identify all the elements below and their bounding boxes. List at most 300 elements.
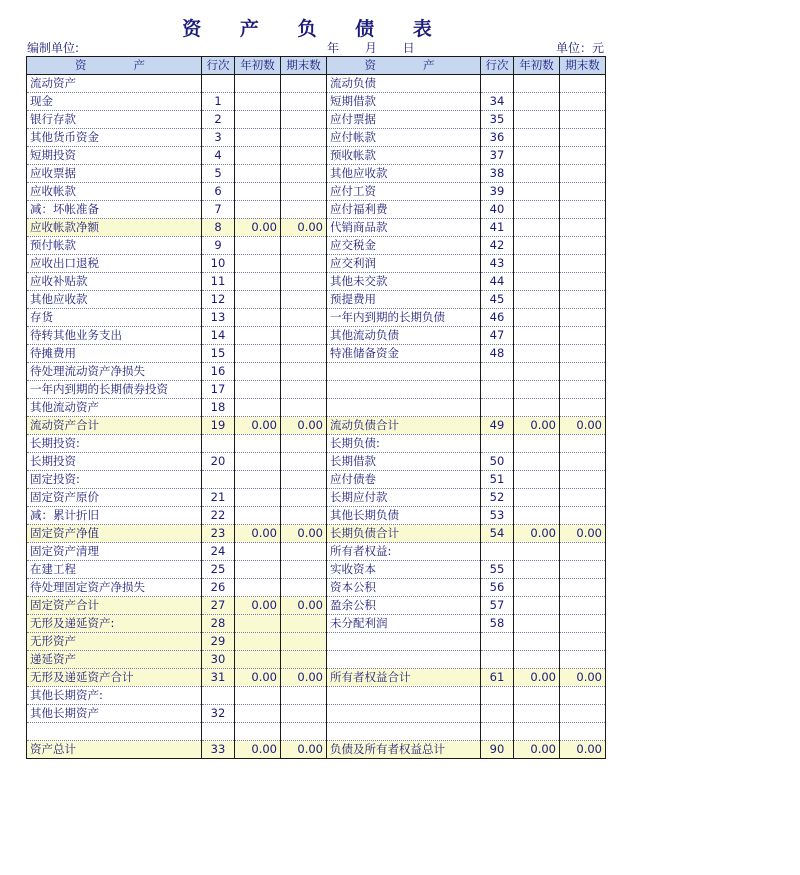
table-row <box>27 93 606 111</box>
left-beginning-amount <box>235 507 281 525</box>
right-line-no: 55 <box>481 561 514 579</box>
compiling-unit-label: 编制单位: <box>27 41 80 55</box>
left-line-no: 3 <box>202 129 235 147</box>
left-beginning-amount <box>235 183 281 201</box>
left-ending-amount: 0.00 <box>281 417 327 435</box>
left-beginning-amount <box>235 687 281 705</box>
right-item-name: 其他长期负债 <box>327 507 481 525</box>
right-beginning-amount <box>514 543 560 561</box>
right-item-name: 长期负债: <box>327 435 481 453</box>
left-beginning-amount <box>235 237 281 255</box>
right-beginning-amount <box>514 273 560 291</box>
left-item-name: 其他应收款 <box>27 291 202 309</box>
left-item-name: 固定资产净值 <box>27 525 202 543</box>
table-row <box>27 381 606 399</box>
left-item-name <box>27 723 202 741</box>
table-row <box>27 471 606 489</box>
table-row <box>27 273 606 291</box>
right-beginning-amount <box>514 183 560 201</box>
table-row <box>27 615 606 633</box>
left-line-no <box>202 723 235 741</box>
left-beginning-amount <box>235 633 281 651</box>
left-beginning-amount <box>235 381 281 399</box>
right-item-name: 预收帐款 <box>327 147 481 165</box>
right-ending-amount <box>560 165 606 183</box>
left-item-name: 应收票据 <box>27 165 202 183</box>
left-line-no: 5 <box>202 165 235 183</box>
left-item-name: 待处理流动资产净损失 <box>27 363 202 381</box>
right-ending-amount <box>560 129 606 147</box>
right-beginning-amount <box>514 309 560 327</box>
right-line-no: 45 <box>481 291 514 309</box>
left-ending-amount: 0.00 <box>281 669 327 687</box>
right-line-no <box>481 543 514 561</box>
right-line-no: 51 <box>481 471 514 489</box>
right-line-no: 58 <box>481 615 514 633</box>
right-ending-amount <box>560 291 606 309</box>
table-row <box>27 327 606 345</box>
col-header-ending: 期末数 <box>281 57 327 75</box>
right-item-name <box>327 723 481 741</box>
left-beginning-amount <box>235 129 281 147</box>
right-item-name <box>327 633 481 651</box>
left-ending-amount <box>281 453 327 471</box>
left-line-no: 4 <box>202 147 235 165</box>
table-row <box>27 489 606 507</box>
left-ending-amount <box>281 507 327 525</box>
left-beginning-amount: 0.00 <box>235 669 281 687</box>
right-ending-amount <box>560 327 606 345</box>
left-ending-amount <box>281 651 327 669</box>
right-beginning-amount <box>514 255 560 273</box>
left-ending-amount <box>281 615 327 633</box>
left-beginning-amount <box>235 435 281 453</box>
left-ending-amount: 0.00 <box>281 219 327 237</box>
left-item-name: 递延资产 <box>27 651 202 669</box>
right-ending-amount <box>560 273 606 291</box>
right-item-name: 应付工资 <box>327 183 481 201</box>
table-row <box>27 309 606 327</box>
table-row <box>27 147 606 165</box>
right-beginning-amount <box>514 111 560 129</box>
left-ending-amount <box>281 579 327 597</box>
left-line-no: 2 <box>202 111 235 129</box>
right-beginning-amount <box>514 615 560 633</box>
left-beginning-amount: 0.00 <box>235 741 281 759</box>
table-row <box>27 417 606 435</box>
left-line-no: 9 <box>202 237 235 255</box>
left-ending-amount <box>281 75 327 93</box>
table-row <box>27 669 606 687</box>
left-ending-amount <box>281 381 327 399</box>
col-header-line-no: 行次 <box>202 57 235 75</box>
left-line-no <box>202 435 235 453</box>
balance-sheet-table <box>26 56 606 759</box>
right-beginning-amount <box>514 381 560 399</box>
left-ending-amount <box>281 345 327 363</box>
left-item-name: 减：累计折旧 <box>27 507 202 525</box>
right-ending-amount <box>560 93 606 111</box>
left-beginning-amount <box>235 75 281 93</box>
table-row <box>27 435 606 453</box>
left-ending-amount <box>281 291 327 309</box>
right-line-no: 36 <box>481 129 514 147</box>
left-line-no: 10 <box>202 255 235 273</box>
right-beginning-amount <box>514 219 560 237</box>
left-beginning-amount <box>235 399 281 417</box>
right-item-name: 特准储备资金 <box>327 345 481 363</box>
right-beginning-amount <box>514 561 560 579</box>
right-ending-amount <box>560 705 606 723</box>
right-ending-amount: 0.00 <box>560 417 606 435</box>
left-beginning-amount: 0.00 <box>235 219 281 237</box>
right-ending-amount <box>560 561 606 579</box>
left-line-no: 11 <box>202 273 235 291</box>
col-header-ending-right: 期末数 <box>560 57 606 75</box>
left-ending-amount: 0.00 <box>281 525 327 543</box>
right-ending-amount <box>560 597 606 615</box>
left-beginning-amount <box>235 111 281 129</box>
right-item-name: 所有者权益合计 <box>327 669 481 687</box>
table-row <box>27 129 606 147</box>
right-item-name: 应付债卷 <box>327 471 481 489</box>
right-item-name <box>327 399 481 417</box>
left-ending-amount <box>281 201 327 219</box>
col-header-assets: 资 产 <box>27 57 202 75</box>
left-item-name: 无形资产 <box>27 633 202 651</box>
right-item-name: 其他未交款 <box>327 273 481 291</box>
right-beginning-amount <box>514 471 560 489</box>
left-ending-amount <box>281 543 327 561</box>
right-beginning-amount <box>514 435 560 453</box>
right-item-name <box>327 687 481 705</box>
left-item-name: 应收帐款 <box>27 183 202 201</box>
right-ending-amount <box>560 219 606 237</box>
right-item-name: 代销商品款 <box>327 219 481 237</box>
left-beginning-amount: 0.00 <box>235 525 281 543</box>
left-ending-amount <box>281 273 327 291</box>
left-ending-amount <box>281 129 327 147</box>
left-ending-amount <box>281 633 327 651</box>
right-ending-amount <box>560 111 606 129</box>
right-beginning-amount <box>514 147 560 165</box>
right-beginning-amount <box>514 453 560 471</box>
table-row <box>27 75 606 93</box>
table-row <box>27 723 606 741</box>
right-item-name: 流动负债合计 <box>327 417 481 435</box>
left-ending-amount <box>281 363 327 381</box>
left-item-name: 应收帐款净额 <box>27 219 202 237</box>
right-item-name: 应付福利费 <box>327 201 481 219</box>
left-item-name: 长期投资: <box>27 435 202 453</box>
right-line-no <box>481 651 514 669</box>
right-line-no <box>481 435 514 453</box>
right-ending-amount <box>560 237 606 255</box>
left-ending-amount: 0.00 <box>281 741 327 759</box>
table-row <box>27 705 606 723</box>
left-beginning-amount <box>235 327 281 345</box>
left-ending-amount <box>281 435 327 453</box>
left-line-no: 29 <box>202 633 235 651</box>
right-item-name: 其他应收款 <box>327 165 481 183</box>
right-line-no <box>481 705 514 723</box>
right-ending-amount <box>560 201 606 219</box>
right-line-no: 56 <box>481 579 514 597</box>
left-item-name: 固定资产合计 <box>27 597 202 615</box>
left-beginning-amount <box>235 291 281 309</box>
left-beginning-amount <box>235 579 281 597</box>
right-ending-amount <box>560 615 606 633</box>
left-beginning-amount <box>235 345 281 363</box>
right-item-name: 流动负债 <box>327 75 481 93</box>
left-ending-amount <box>281 93 327 111</box>
left-beginning-amount <box>235 705 281 723</box>
right-line-no: 61 <box>481 669 514 687</box>
right-line-no <box>481 75 514 93</box>
right-line-no: 52 <box>481 489 514 507</box>
right-ending-amount <box>560 507 606 525</box>
right-line-no <box>481 687 514 705</box>
right-line-no: 47 <box>481 327 514 345</box>
right-ending-amount <box>560 381 606 399</box>
left-beginning-amount <box>235 273 281 291</box>
left-ending-amount <box>281 309 327 327</box>
table-row <box>27 741 606 759</box>
left-beginning-amount <box>235 543 281 561</box>
right-ending-amount <box>560 723 606 741</box>
right-ending-amount <box>560 687 606 705</box>
right-beginning-amount <box>514 705 560 723</box>
left-item-name: 待处理固定资产净损失 <box>27 579 202 597</box>
right-beginning-amount <box>514 723 560 741</box>
right-ending-amount <box>560 399 606 417</box>
right-ending-amount <box>560 363 606 381</box>
left-ending-amount <box>281 723 327 741</box>
right-beginning-amount <box>514 129 560 147</box>
left-item-name: 无形及递延资产合计 <box>27 669 202 687</box>
right-item-name <box>327 381 481 399</box>
right-item-name: 其他流动负债 <box>327 327 481 345</box>
left-beginning-amount <box>235 201 281 219</box>
right-line-no: 48 <box>481 345 514 363</box>
right-line-no: 43 <box>481 255 514 273</box>
left-ending-amount <box>281 561 327 579</box>
right-item-name: 所有者权益: <box>327 543 481 561</box>
right-item-name: 短期借款 <box>327 93 481 111</box>
left-item-name: 减：坏帐准备 <box>27 201 202 219</box>
right-beginning-amount <box>514 75 560 93</box>
left-line-no <box>202 471 235 489</box>
right-line-no <box>481 399 514 417</box>
left-ending-amount <box>281 165 327 183</box>
left-line-no: 17 <box>202 381 235 399</box>
right-item-name: 负债及所有者权益总计 <box>327 741 481 759</box>
table-row <box>27 687 606 705</box>
table-row <box>27 633 606 651</box>
right-item-name: 实收资本 <box>327 561 481 579</box>
left-beginning-amount: 0.00 <box>235 597 281 615</box>
table-row <box>27 561 606 579</box>
right-ending-amount <box>560 309 606 327</box>
right-line-no: 49 <box>481 417 514 435</box>
right-line-no: 35 <box>481 111 514 129</box>
right-ending-amount <box>560 471 606 489</box>
left-line-no <box>202 75 235 93</box>
right-item-name: 未分配利润 <box>327 615 481 633</box>
left-beginning-amount <box>235 489 281 507</box>
left-item-name: 流动资产合计 <box>27 417 202 435</box>
right-line-no: 90 <box>481 741 514 759</box>
right-beginning-amount: 0.00 <box>514 525 560 543</box>
table-row <box>27 183 606 201</box>
left-item-name: 固定资产原价 <box>27 489 202 507</box>
right-ending-amount <box>560 651 606 669</box>
right-beginning-amount <box>514 633 560 651</box>
currency-unit-label: 单位：元 <box>556 41 605 55</box>
table-row <box>27 507 606 525</box>
right-beginning-amount <box>514 345 560 363</box>
right-item-name <box>327 651 481 669</box>
right-line-no: 42 <box>481 237 514 255</box>
left-item-name: 其他长期资产: <box>27 687 202 705</box>
left-ending-amount: 0.00 <box>281 597 327 615</box>
table-row <box>27 219 606 237</box>
table-row <box>27 543 606 561</box>
left-line-no: 6 <box>202 183 235 201</box>
left-ending-amount <box>281 255 327 273</box>
left-beginning-amount <box>235 615 281 633</box>
right-line-no: 41 <box>481 219 514 237</box>
left-beginning-amount <box>235 471 281 489</box>
left-beginning-amount <box>235 363 281 381</box>
right-line-no: 44 <box>481 273 514 291</box>
date-label: 年 月 日 <box>327 41 415 55</box>
left-item-name: 长期投资 <box>27 453 202 471</box>
left-ending-amount <box>281 687 327 705</box>
right-ending-amount: 0.00 <box>560 741 606 759</box>
left-line-no: 7 <box>202 201 235 219</box>
left-item-name: 资产总计 <box>27 741 202 759</box>
left-line-no: 24 <box>202 543 235 561</box>
col-header-line-no-right: 行次 <box>481 57 514 75</box>
right-line-no: 37 <box>481 147 514 165</box>
right-ending-amount <box>560 183 606 201</box>
left-line-no: 16 <box>202 363 235 381</box>
left-line-no: 33 <box>202 741 235 759</box>
col-header-beginning-right: 年初数 <box>514 57 560 75</box>
left-line-no: 21 <box>202 489 235 507</box>
left-item-name: 其他货币资金 <box>27 129 202 147</box>
right-item-name: 资本公积 <box>327 579 481 597</box>
right-ending-amount <box>560 345 606 363</box>
right-beginning-amount <box>514 165 560 183</box>
right-beginning-amount: 0.00 <box>514 669 560 687</box>
left-item-name: 待转其他业务支出 <box>27 327 202 345</box>
right-line-no: 54 <box>481 525 514 543</box>
right-item-name: 长期借款 <box>327 453 481 471</box>
table-row <box>27 399 606 417</box>
right-beginning-amount: 0.00 <box>514 741 560 759</box>
left-line-no: 25 <box>202 561 235 579</box>
left-item-name: 待摊费用 <box>27 345 202 363</box>
left-line-no: 8 <box>202 219 235 237</box>
right-beginning-amount <box>514 489 560 507</box>
left-ending-amount <box>281 183 327 201</box>
left-line-no: 23 <box>202 525 235 543</box>
right-beginning-amount <box>514 327 560 345</box>
right-beginning-amount: 0.00 <box>514 417 560 435</box>
right-item-name: 应付票据 <box>327 111 481 129</box>
right-beginning-amount <box>514 93 560 111</box>
left-beginning-amount <box>235 561 281 579</box>
right-beginning-amount <box>514 363 560 381</box>
left-ending-amount <box>281 399 327 417</box>
left-line-no: 27 <box>202 597 235 615</box>
left-ending-amount <box>281 489 327 507</box>
left-beginning-amount <box>235 723 281 741</box>
left-ending-amount <box>281 147 327 165</box>
table-row <box>27 525 606 543</box>
left-item-name: 其他长期资产 <box>27 705 202 723</box>
table-row <box>27 165 606 183</box>
right-line-no <box>481 633 514 651</box>
table-row <box>27 255 606 273</box>
left-ending-amount <box>281 327 327 345</box>
right-item-name: 应交利润 <box>327 255 481 273</box>
left-item-name: 预付帐款 <box>27 237 202 255</box>
left-ending-amount <box>281 111 327 129</box>
right-ending-amount <box>560 633 606 651</box>
left-line-no: 20 <box>202 453 235 471</box>
right-item-name <box>327 705 481 723</box>
left-item-name: 现金 <box>27 93 202 111</box>
left-beginning-amount <box>235 255 281 273</box>
right-item-name: 长期应付款 <box>327 489 481 507</box>
left-line-no: 1 <box>202 93 235 111</box>
right-beginning-amount <box>514 651 560 669</box>
left-beginning-amount <box>235 147 281 165</box>
left-line-no: 26 <box>202 579 235 597</box>
left-line-no: 19 <box>202 417 235 435</box>
right-item-name: 预提费用 <box>327 291 481 309</box>
page-title: 资 产 负 债 表 <box>182 18 448 40</box>
table-header-row <box>27 57 606 75</box>
right-beginning-amount <box>514 399 560 417</box>
left-item-name: 固定资产清理 <box>27 543 202 561</box>
left-line-no: 13 <box>202 309 235 327</box>
right-item-name: 盈余公积 <box>327 597 481 615</box>
left-item-name: 固定投资: <box>27 471 202 489</box>
table-row <box>27 453 606 471</box>
left-item-name: 存货 <box>27 309 202 327</box>
left-item-name: 银行存款 <box>27 111 202 129</box>
left-ending-amount <box>281 705 327 723</box>
left-item-name: 应收出口退税 <box>27 255 202 273</box>
right-beginning-amount <box>514 597 560 615</box>
left-line-no <box>202 687 235 705</box>
left-ending-amount <box>281 471 327 489</box>
table-row <box>27 345 606 363</box>
right-beginning-amount <box>514 291 560 309</box>
right-item-name: 应交税金 <box>327 237 481 255</box>
col-header-beginning: 年初数 <box>235 57 281 75</box>
left-item-name: 其他流动资产 <box>27 399 202 417</box>
col-header-liabilities: 资 产 <box>327 57 481 75</box>
table-row <box>27 651 606 669</box>
right-line-no <box>481 381 514 399</box>
left-beginning-amount <box>235 453 281 471</box>
table-row <box>27 579 606 597</box>
